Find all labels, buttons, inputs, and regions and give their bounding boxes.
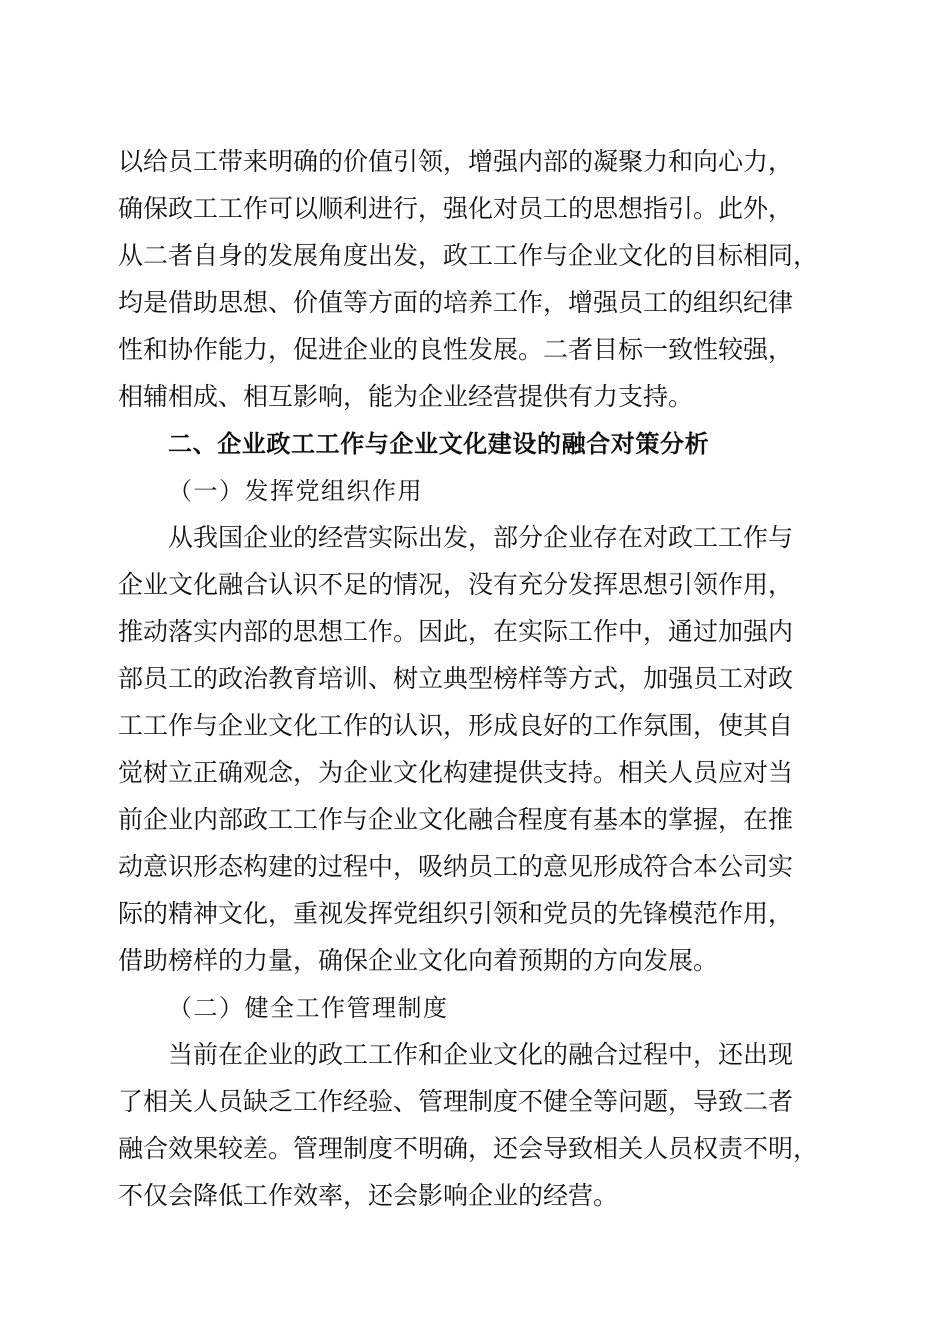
- paragraph-line: 融合效果较差。管理制度不明确，还会导致相关人员权责不明，: [118, 1134, 819, 1163]
- paragraph-line: 从我国企业的经营实际出发，部分企业存在对政工工作与: [168, 523, 794, 552]
- paragraph-line: 推动落实内部的思想工作。因此，在实际工作中，通过加强内: [118, 617, 794, 646]
- paragraph-line: 从二者自身的发展角度出发，政工工作与企业文化的目标相同，: [118, 241, 819, 270]
- paragraph-line: 际的精神文化，重视发挥党组织引领和党员的先锋模范作用，: [118, 899, 794, 928]
- paragraph-line: 觉树立正确观念，为企业文化构建提供支持。相关人员应对当: [118, 758, 794, 787]
- paragraph-line: 均是借助思想、价值等方面的培养工作，增强员工的组织纪律: [118, 288, 794, 317]
- paragraph-line: 以给员工带来明确的价值引领，增强内部的凝聚力和向心力，: [118, 147, 794, 176]
- paragraph-line: 借助榜样的力量，确保企业文化向着预期的方向发展。: [118, 946, 719, 975]
- paragraph-line: 确保政工工作可以顺利进行，强化对员工的思想指引。此外，: [118, 194, 794, 223]
- paragraph-line: 企业文化融合认识不足的情况，没有充分发挥思想引领作用，: [118, 570, 794, 599]
- paragraph-line: 动意识形态构建的过程中，吸纳员工的意见形成符合本公司实: [118, 852, 794, 881]
- paragraph-line: 性和协作能力，促进企业的良性发展。二者目标一致性较强，: [118, 335, 794, 364]
- subsection-heading: （二）健全工作管理制度: [168, 994, 449, 1022]
- paragraph-line: 了相关人员缺乏工作经验、管理制度不健全等问题，导致二者: [118, 1087, 794, 1116]
- section-heading: 二、企业政工工作与企业文化建设的融合对策分析: [168, 430, 710, 458]
- paragraph-line: 不仅会降低工作效率，还会影响企业的经营。: [118, 1181, 619, 1210]
- paragraph-line: 当前在企业的政工工作和企业文化的融合过程中，还出现: [168, 1040, 794, 1069]
- paragraph-line: 部员工的政治教育培训、树立典型榜样等方式，加强员工对政: [118, 664, 794, 693]
- subsection-heading: （一）发挥党组织作用: [168, 477, 423, 505]
- paragraph-line: 工工作与企业文化工作的认识，形成良好的工作氛围，使其自: [118, 711, 794, 740]
- paragraph-line: 前企业内部政工工作与企业文化融合程度有基本的掌握，在推: [118, 805, 794, 834]
- paragraph-line: 相辅相成、相互影响，能为企业经营提供有力支持。: [118, 382, 694, 411]
